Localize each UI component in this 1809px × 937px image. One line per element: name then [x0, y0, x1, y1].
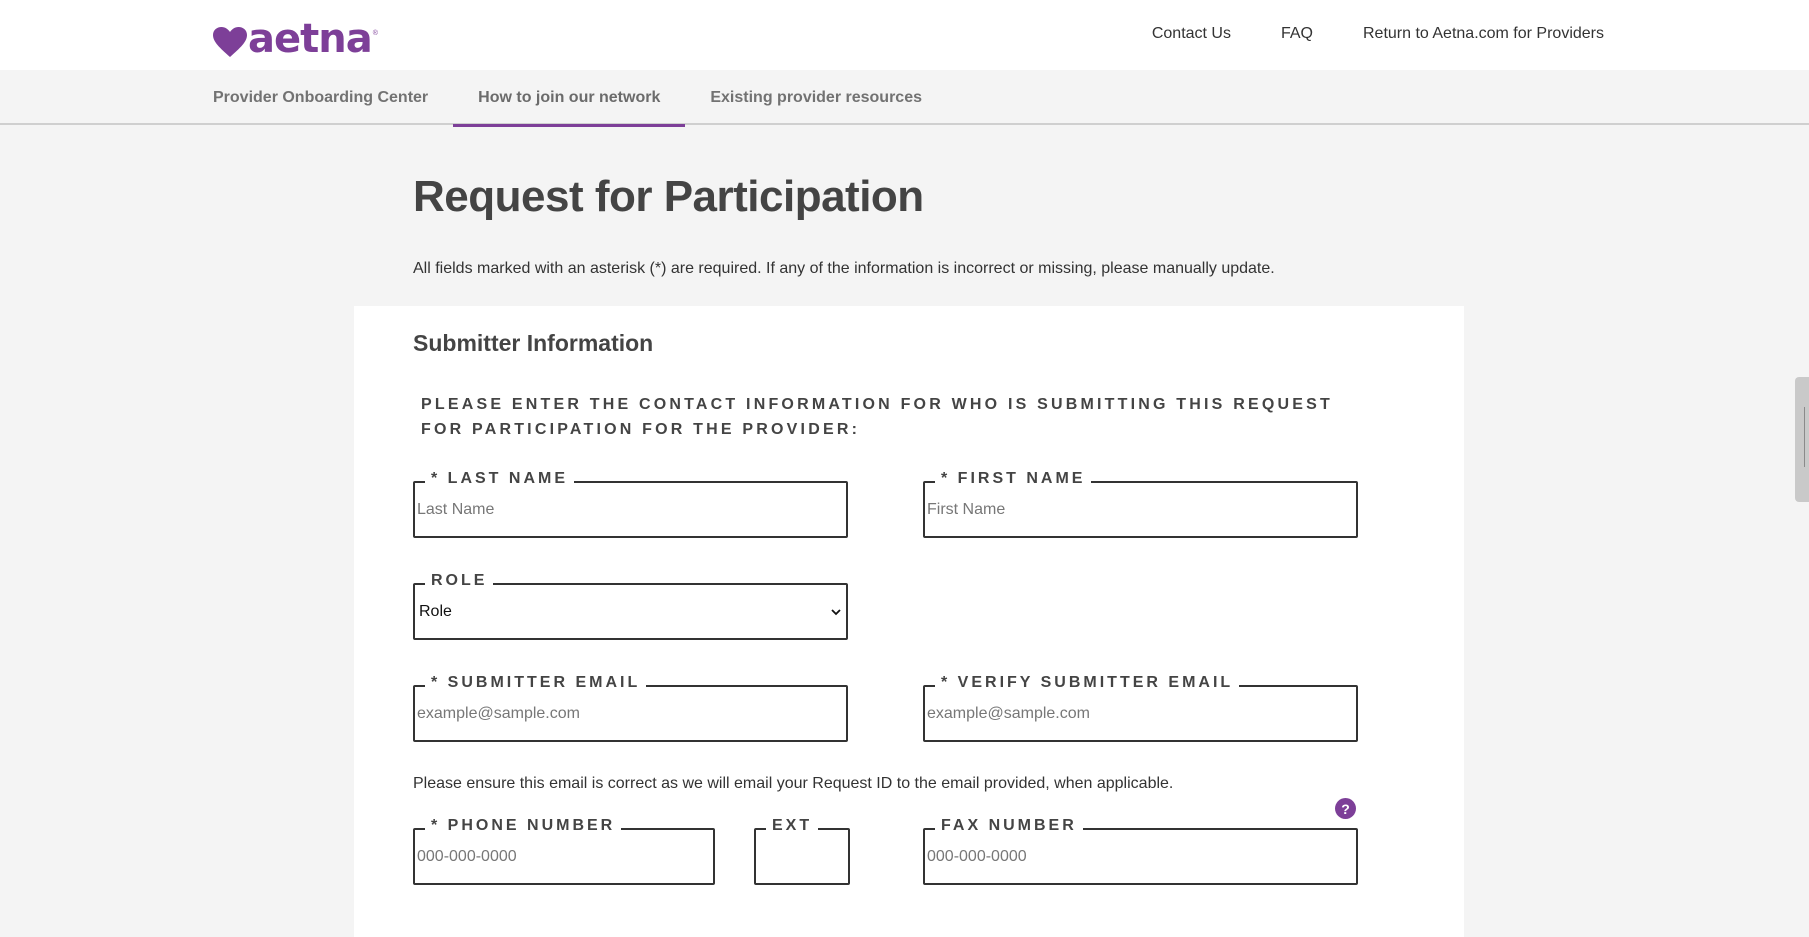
- page-title: Request for Participation: [413, 172, 924, 221]
- last-name-field: [413, 470, 848, 538]
- section-title: Submitter Information: [413, 330, 654, 356]
- tab-provider-onboarding-center[interactable]: Provider Onboarding Center: [213, 88, 429, 106]
- registered-mark: ®: [372, 29, 378, 37]
- role-field: [413, 572, 848, 640]
- last-name-input[interactable]: [415, 483, 846, 536]
- phone-number-input[interactable]: [415, 830, 713, 883]
- verify-submitter-email-field: [923, 674, 1358, 742]
- phone-number-label: * PHONE NUMBER: [425, 816, 621, 836]
- fax-number-label: FAX NUMBER: [935, 816, 1083, 836]
- role-select[interactable]: [415, 585, 846, 638]
- required-fields-intro: All fields marked with an asterisk (*) are required. If any of the information is incorrect or missing, please manually update.: [413, 260, 1275, 277]
- role-selected-value: Role: [419, 602, 452, 620]
- first-name-input[interactable]: [925, 483, 1356, 536]
- email-note: Please ensure this email is correct as we will email your Request ID to the email provided, when applicable.: [413, 775, 1174, 792]
- phone-number-field: [413, 817, 715, 885]
- ext-field: [754, 817, 850, 885]
- submitter-email-label: * SUBMITTER EMAIL: [425, 673, 646, 693]
- submitter-information-card: [354, 306, 1464, 937]
- fax-number-input[interactable]: [925, 830, 1356, 883]
- submitter-email-input[interactable]: [415, 687, 846, 740]
- tab-how-to-join-our-network[interactable]: How to join our network: [453, 70, 685, 125]
- fax-number-field: [923, 817, 1358, 885]
- role-label: ROLE: [425, 571, 493, 591]
- first-name-label: * FIRST NAME: [935, 469, 1091, 489]
- verify-submitter-email-input[interactable]: [925, 687, 1356, 740]
- ext-label: EXT: [766, 816, 818, 836]
- contact-us-link[interactable]: Contact Us: [1151, 25, 1231, 42]
- top-header: [0, 0, 1809, 70]
- submitter-email-field: [413, 674, 848, 742]
- faq-link[interactable]: FAQ: [1280, 25, 1313, 42]
- sub-nav: [0, 70, 1809, 125]
- verify-submitter-email-label: * VERIFY SUBMITTER EMAIL: [935, 673, 1239, 693]
- first-name-field: [923, 470, 1358, 538]
- heart-icon: [212, 26, 248, 58]
- brand-wordmark: aetna: [248, 16, 372, 62]
- aetna-logo[interactable]: [212, 16, 378, 62]
- chevron-down-icon: [830, 606, 842, 618]
- top-nav: [1152, 25, 1604, 43]
- sub-nav-tabs: [213, 70, 947, 125]
- last-name-label: * LAST NAME: [425, 469, 574, 489]
- ext-input[interactable]: [756, 830, 848, 883]
- tab-existing-provider-resources[interactable]: Existing provider resources: [710, 88, 922, 106]
- return-to-aetna-link[interactable]: Return to Aetna.com for Providers: [1363, 25, 1604, 42]
- section-instructions: PLEASE ENTER THE CONTACT INFORMATION FOR WHO IS SUBMITTING THIS REQUEST FOR PARTICIPATION FOR THE PROVIDER:: [421, 396, 1333, 438]
- feedback-side-tab[interactable]: [1795, 377, 1809, 502]
- help-icon[interactable]: ?: [1335, 798, 1356, 819]
